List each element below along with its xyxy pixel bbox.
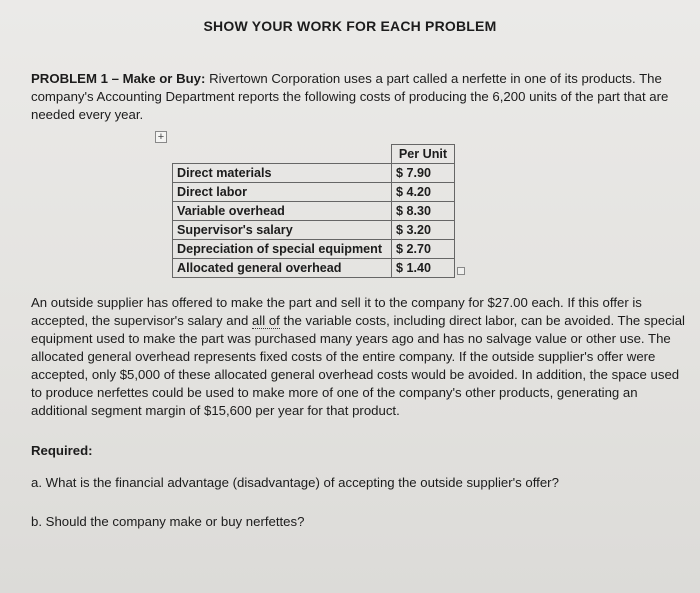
page-heading: SHOW YOUR WORK FOR EACH PROBLEM xyxy=(203,18,497,34)
cost-table-blank-header xyxy=(173,145,392,164)
table-row xyxy=(173,259,455,278)
cost-value: $ 8.30 xyxy=(392,202,455,221)
cost-value: $ 4.20 xyxy=(392,183,455,202)
cost-label: Direct materials xyxy=(173,164,392,183)
problem-intro-text: Rivertown Corporation uses a part called a nerfette in one of its products. The company's Accounting Department reports the following costs of producing the 6,200 units of the part that are needed every year. xyxy=(31,71,669,122)
cost-table-column-header: Per Unit xyxy=(392,145,455,164)
question-b: b. Should the company make or buy nerfettes? xyxy=(31,514,305,529)
cost-value: $ 7.90 xyxy=(392,164,455,183)
cost-label: Allocated general overhead xyxy=(173,259,392,278)
table-row xyxy=(173,164,455,183)
table-expand-icon[interactable]: + xyxy=(155,131,167,143)
required-label: Required: xyxy=(31,443,93,458)
cost-label: Supervisor's salary xyxy=(173,221,392,240)
problem-label: PROBLEM 1 – Make or Buy: xyxy=(31,71,206,86)
table-resize-handle[interactable] xyxy=(457,267,465,275)
paragraph-part-2: the variable costs, including direct labor, can be avoided. The special equipment used to make the part was purchased many years ago and has no salvage value or other use. The allocated general overhead represents fixed costs of the entire company. If the outside supplier's offer were accepted, only $5,000 of these allocated general overhead costs would be avoided. In addition, the space used to produce nerfettes could be used to make more of one of the company's other products, generating an additional segment margin of $15,600 per year for that product. xyxy=(31,313,685,418)
paragraph-underlined: all of xyxy=(251,313,280,328)
cost-value: $ 1.40 xyxy=(392,259,455,278)
cost-label: Variable overhead xyxy=(173,202,392,221)
problem-intro xyxy=(31,70,679,124)
cost-table-header-row xyxy=(173,145,455,164)
cost-value: $ 3.20 xyxy=(392,221,455,240)
cost-value: $ 2.70 xyxy=(392,240,455,259)
cost-label: Direct labor xyxy=(173,183,392,202)
paragraph-part-1: An outside supplier has offered to make the part and sell it to the company for $27.00 each. If this offer is accepted, the supervisor's salary and xyxy=(31,295,642,328)
table-row xyxy=(173,202,455,221)
table-row xyxy=(173,183,455,202)
problem-paragraph xyxy=(31,294,691,420)
cost-table xyxy=(172,144,455,278)
cost-label: Depreciation of special equipment xyxy=(173,240,392,259)
question-a: a. What is the financial advantage (disadvantage) of accepting the outside supplier's offer? xyxy=(31,475,559,490)
table-row xyxy=(173,221,455,240)
table-row xyxy=(173,240,455,259)
